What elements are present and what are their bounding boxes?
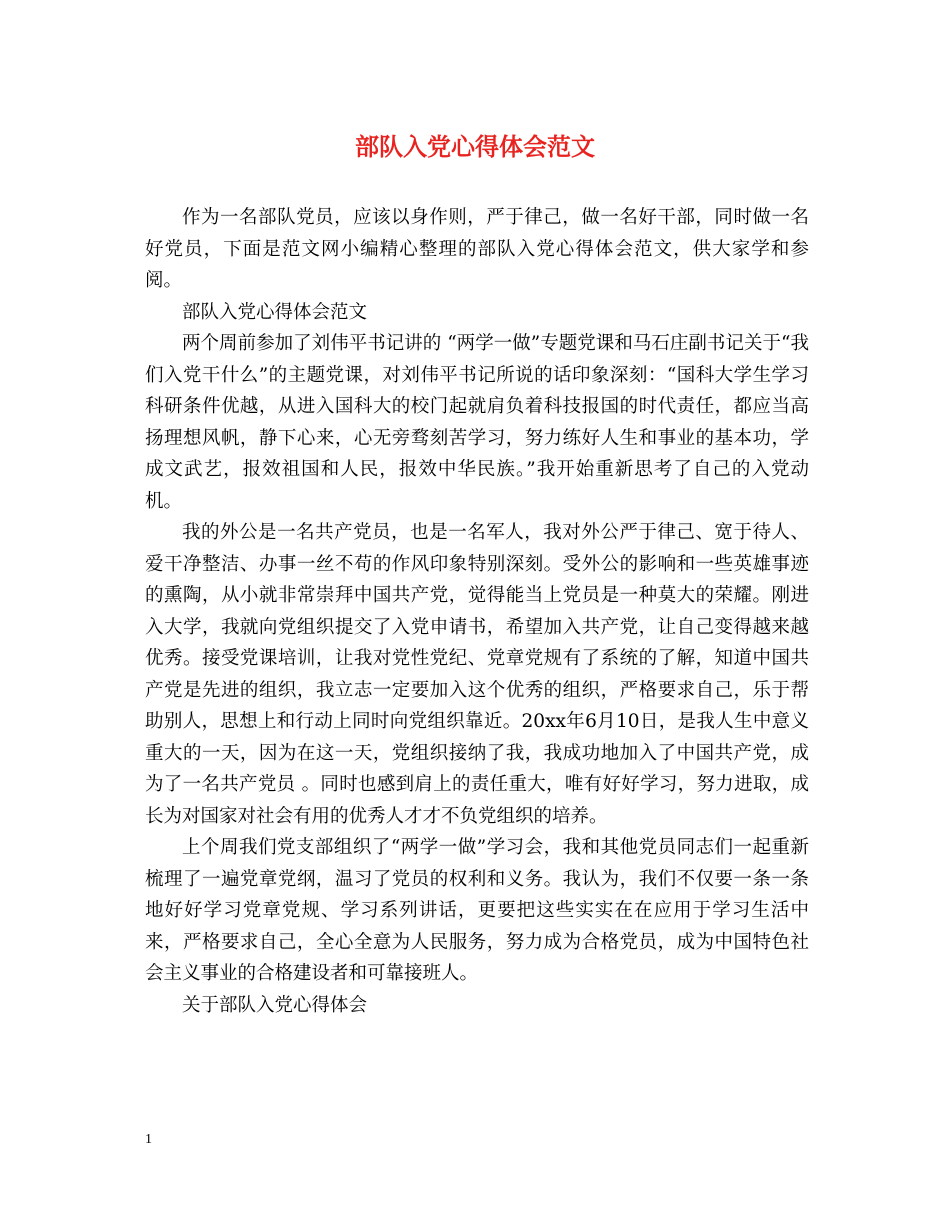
paragraph-subheading: 部队入党心得体会范文 [182,301,368,323]
paragraph-closing-heading: 关于部队入党心得体会 [182,994,368,1016]
paragraph-study-meeting: 上个周我们党支部组织了“两学一做”学习会，我和其他党员同志们一起重新梳理了一遍党章党纲，温习了党员的权利和义务。我认为，我们不仅要一条一条地好好学习党章党规、学习系列讲话，更要把这些实实在在应用于学习生活中来，严格要求自己，全心全意为人民服务，努力成为合格党员，成为中国特色社会主义事业的合格建设者和可靠接班人。 [145,837,809,984]
document-body [145,202,809,1021]
page-number: 1 [145,1132,152,1147]
paragraph-intro: 作为一名部队党员，应该以身作则，严于律己，做一名好干部，同时做一名好党员，下面是范文网小编精心整理的部队入党心得体会范文，供大家学和参阅。 [145,207,809,291]
paragraph-grandfather: 我的外公是一名共产党员，也是一名军人，我对外公严于律己、宽于待人、爱干净整洁、办事一丝不苟的作风印象特别深刻。受外公的影响和一些英雄事迹的熏陶，从小就非常崇拜中国共产党，觉得能当上党员是一种莫大的荣耀。刚进入大学，我就向党组织提交了入党申请书，希望加入共产党，让自己变得越来越优秀。接受党课培训，让我对党性党纪、党章党规有了系统的了解，知道中国共产党是先进的组织，我立志一定要加入这个优秀的组织，严格要求自己，乐于帮助别人，思想上和行动上同时向党组织靠近。20xx年6月10日，是我人生中意义重大的一天，因为在这一天，党组织接纳了我，我成功地加入了中国共产党，成为了一名共产党员 。同时也感到肩上的责任重大，唯有好好学习，努力进取，成长为对国家对社会有用的优秀人才才不负党组织的培养。 [145,522,809,827]
document-title: 部队入党心得体会范文 [355,133,595,161]
paragraph-party-lecture: 两个周前参加了刘伟平书记讲的 “两学一做”专题党课和马石庄副书记关于“我们入党干什么”的主题党课，对刘伟平书记所说的话印象深刻：“国科大学生学习科研条件优越，从进入国科大的校门起就肩负着科技报国的时代责任，都应当高扬理想风帆，静下心来，心无旁骛刻苦学习，努力练好人生和事业的基本功，学成文武艺，报效祖国和人民，报效中华民族。”我开始重新思考了自己的入党动机。 [145,333,809,512]
